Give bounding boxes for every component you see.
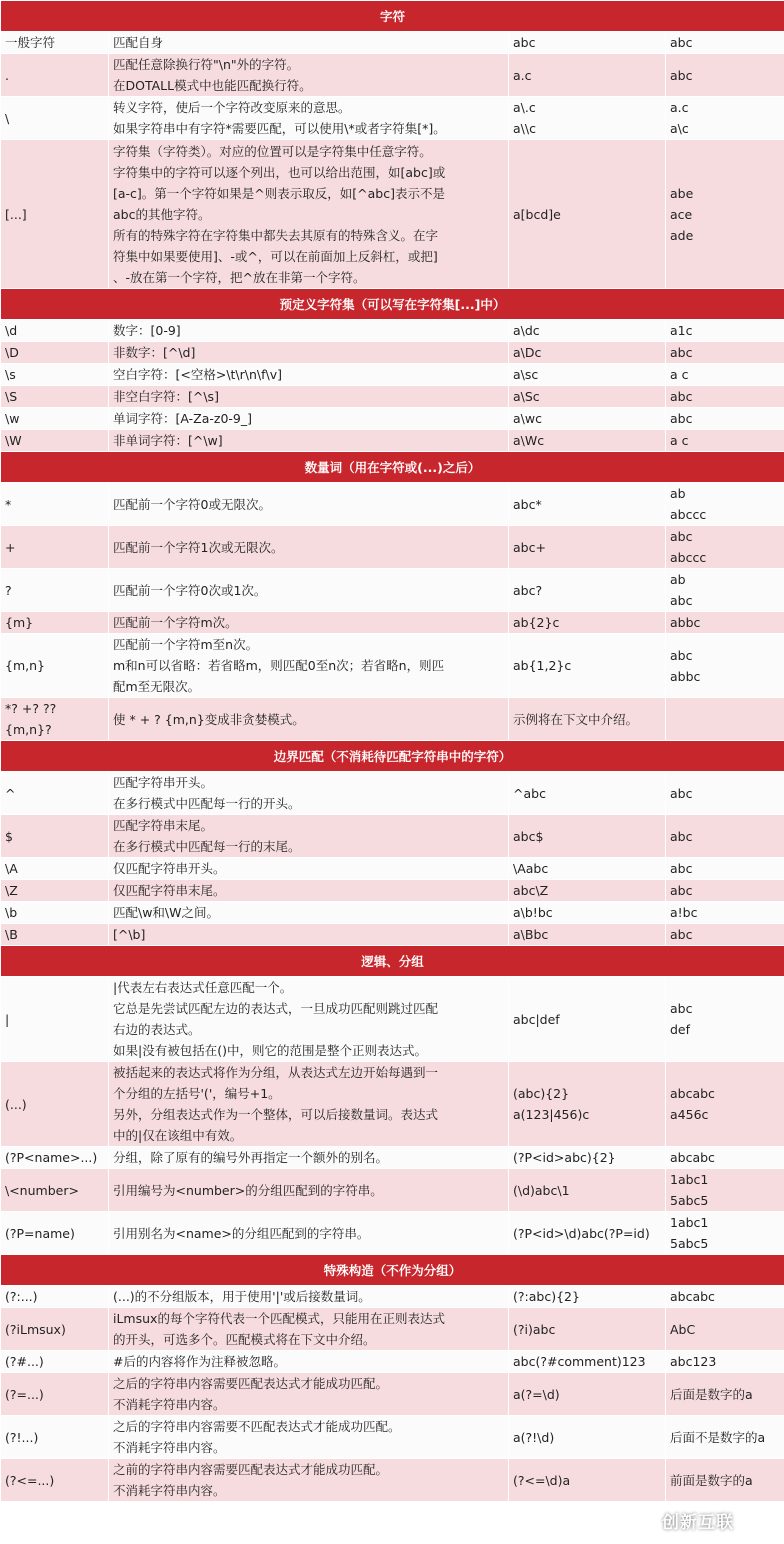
syntax-cell: (?:...) — [1, 1286, 109, 1308]
table-row — [1, 140, 784, 289]
match-example-cell: a c — [666, 430, 784, 452]
pattern-example-cell: a[bcd]e — [509, 140, 666, 289]
syntax-cell: ^ — [1, 772, 109, 815]
pattern-example-cell: a\dc — [509, 320, 666, 342]
section-header-row — [1, 1255, 784, 1286]
description-cell: 匹配前一个字符1次或无限次。 — [109, 526, 509, 569]
match-example-cell: abcabc — [666, 1147, 784, 1169]
section-header-row — [1, 741, 784, 772]
match-example-cell: ab abccc — [666, 483, 784, 526]
match-example-cell: abc — [666, 32, 784, 54]
section-header-row — [1, 452, 784, 483]
match-example-cell: a1c — [666, 320, 784, 342]
table-row — [1, 902, 784, 924]
table-row — [1, 54, 784, 97]
pattern-example-cell: a\Wc — [509, 430, 666, 452]
match-example-cell: abc — [666, 342, 784, 364]
section-title: 预定义字符集（可以写在字符集[...]中） — [1, 289, 784, 320]
table-row — [1, 1212, 784, 1255]
syntax-cell: (?P=name) — [1, 1212, 109, 1255]
match-example-cell: abc — [666, 54, 784, 97]
description-cell: 非数字：[^\d] — [109, 342, 509, 364]
syntax-cell: \s — [1, 364, 109, 386]
syntax-cell: \<number> — [1, 1169, 109, 1212]
syntax-cell: (?#...) — [1, 1351, 109, 1373]
pattern-example-cell: (?P<id>\d)abc(?P=id) — [509, 1212, 666, 1255]
description-cell: (...)的不分组版本，用于使用'|'或后接数量词。 — [109, 1286, 509, 1308]
syntax-cell: \B — [1, 924, 109, 946]
table-row — [1, 880, 784, 902]
syntax-cell: \w — [1, 408, 109, 430]
table-row — [1, 1373, 784, 1416]
table-row — [1, 858, 784, 880]
description-cell: 匹配字符串末尾。 在多行模式中匹配每一行的末尾。 — [109, 815, 509, 858]
table-row — [1, 924, 784, 946]
pattern-example-cell: abc$ — [509, 815, 666, 858]
description-cell: 数字：[0-9] — [109, 320, 509, 342]
syntax-cell: \S — [1, 386, 109, 408]
pattern-example-cell: a\Sc — [509, 386, 666, 408]
match-example-cell: abbc — [666, 612, 784, 634]
table-row — [1, 1459, 784, 1502]
description-cell: 匹配前一个字符0或无限次。 — [109, 483, 509, 526]
description-cell: 之后的字符串内容需要匹配表达式才能成功匹配。 不消耗字符串内容。 — [109, 1373, 509, 1416]
description-cell: 之前的字符串内容需要匹配表达式才能成功匹配。 不消耗字符串内容。 — [109, 1459, 509, 1502]
table-row — [1, 815, 784, 858]
syntax-cell: \ — [1, 97, 109, 140]
pattern-example-cell: a\b!bc — [509, 902, 666, 924]
match-example-cell: 1abc1 5abc5 — [666, 1212, 784, 1255]
table-row — [1, 1062, 784, 1147]
section-title: 边界匹配（不消耗待匹配字符串中的字符） — [1, 741, 784, 772]
pattern-example-cell: 示例将在下文中介绍。 — [509, 698, 666, 741]
pattern-example-cell: ab{2}c — [509, 612, 666, 634]
table-row — [1, 430, 784, 452]
syntax-cell: [...] — [1, 140, 109, 289]
syntax-cell: ? — [1, 569, 109, 612]
description-cell: 仅匹配字符串末尾。 — [109, 880, 509, 902]
table-row — [1, 634, 784, 698]
syntax-cell: (?P<name>...) — [1, 1147, 109, 1169]
section-title: 字符 — [1, 1, 784, 32]
table-row — [1, 1169, 784, 1212]
description-cell: 匹配字符串开头。 在多行模式中匹配每一行的开头。 — [109, 772, 509, 815]
description-cell: 匹配任意除换行符"\n"外的字符。 在DOTALL模式中也能匹配换行符。 — [109, 54, 509, 97]
table-row — [1, 977, 784, 1062]
match-example-cell: abc def — [666, 977, 784, 1062]
syntax-cell: \Z — [1, 880, 109, 902]
description-cell: 仅匹配字符串开头。 — [109, 858, 509, 880]
description-cell: 匹配前一个字符m次。 — [109, 612, 509, 634]
watermark-text: 创新互联 — [662, 1512, 734, 1533]
description-cell: 使 * + ? {m,n}变成非贪婪模式。 — [109, 698, 509, 741]
match-example-cell: 后面不是数字的a — [666, 1416, 784, 1459]
table-row — [1, 408, 784, 430]
match-example-cell: abc — [666, 408, 784, 430]
section-title: 逻辑、分组 — [1, 946, 784, 977]
description-cell: 单词字符：[A-Za-z0-9_] — [109, 408, 509, 430]
pattern-example-cell: abc+ — [509, 526, 666, 569]
match-example-cell: a.c a\c — [666, 97, 784, 140]
table-row — [1, 526, 784, 569]
table-row — [1, 1416, 784, 1459]
description-cell: iLmsux的每个字符代表一个匹配模式，只能用在正则表达式 的开头，可选多个。匹配模式将在下文中介绍。 — [109, 1308, 509, 1351]
match-example-cell: 1abc1 5abc5 — [666, 1169, 784, 1212]
syntax-cell: \D — [1, 342, 109, 364]
table-row — [1, 32, 784, 54]
match-example-cell: a c — [666, 364, 784, 386]
description-cell: |代表左右表达式任意匹配一个。 它总是先尝试匹配左边的表达式，一旦成功匹配则跳过匹配 右边的表达式。 如果|没有被包括在()中，则它的范围是整个正则表达式。 — [109, 977, 509, 1062]
pattern-example-cell: a\wc — [509, 408, 666, 430]
table-row — [1, 320, 784, 342]
syntax-cell: \d — [1, 320, 109, 342]
match-example-cell: abc — [666, 858, 784, 880]
section-title: 特殊构造（不作为分组） — [1, 1255, 784, 1286]
pattern-example-cell: a(?=\d) — [509, 1373, 666, 1416]
description-cell: [^\b] — [109, 924, 509, 946]
description-cell: 非单词字符：[^\w] — [109, 430, 509, 452]
match-example-cell: abcabc a456c — [666, 1062, 784, 1147]
pattern-example-cell: a\.c a\\c — [509, 97, 666, 140]
syntax-cell: | — [1, 977, 109, 1062]
description-cell: #后的内容将作为注释被忽略。 — [109, 1351, 509, 1373]
description-cell: 被括起来的表达式将作为分组，从表达式左边开始每遇到一 个分组的左括号'('，编号+1。 另外，分组表达式作为一个整体，可以后接数量词。表达式 中的|仅在该组中有效。 — [109, 1062, 509, 1147]
pattern-example-cell: abc|def — [509, 977, 666, 1062]
pattern-example-cell: a(?!\d) — [509, 1416, 666, 1459]
table-row — [1, 386, 784, 408]
pattern-example-cell: a.c — [509, 54, 666, 97]
description-cell: 字符集（字符类）。对应的位置可以是字符集中任意字符。 字符集中的字符可以逐个列出，也可以给出范围，如[abc]或 [a-c]。第一个字符如果是^则表示取反，如[^abc]表示不是 abc的其他字符。 所有的特殊字符在字符集中都失去其原有的特殊含义。在字 符集中如果要使用]、-或^，可以在前面加上反斜杠，或把] 、-放在第一个字符，把^放在非第一个字符。 — [109, 140, 509, 289]
description-cell: 匹配自身 — [109, 32, 509, 54]
table-row — [1, 1308, 784, 1351]
match-example-cell: 后面是数字的a — [666, 1373, 784, 1416]
pattern-example-cell: a\Dc — [509, 342, 666, 364]
description-cell: 匹配\w和\W之间。 — [109, 902, 509, 924]
match-example-cell: a!bc — [666, 902, 784, 924]
match-example-cell: AbC — [666, 1308, 784, 1351]
match-example-cell: abc abbc — [666, 634, 784, 698]
pattern-example-cell: abc — [509, 32, 666, 54]
table-row — [1, 1147, 784, 1169]
description-cell: 分组，除了原有的编号外再指定一个额外的别名。 — [109, 1147, 509, 1169]
syntax-cell: {m} — [1, 612, 109, 634]
pattern-example-cell: (\d)abc\1 — [509, 1169, 666, 1212]
pattern-example-cell: abc? — [509, 569, 666, 612]
syntax-cell: (?<=...) — [1, 1459, 109, 1502]
match-example-cell: 前面是数字的a — [666, 1459, 784, 1502]
section-header-row — [1, 1, 784, 32]
table-row — [1, 569, 784, 612]
table-row — [1, 772, 784, 815]
syntax-cell: (?iLmsux) — [1, 1308, 109, 1351]
table-body — [1, 1, 784, 1502]
syntax-cell: 一般字符 — [1, 32, 109, 54]
pattern-example-cell: (?i)abc — [509, 1308, 666, 1351]
syntax-cell: (?!...) — [1, 1416, 109, 1459]
match-example-cell: abe ace ade — [666, 140, 784, 289]
section-title: 数量词（用在字符或(...)之后） — [1, 452, 784, 483]
section-header-row — [1, 289, 784, 320]
pattern-example-cell: abc(?#comment)123 — [509, 1351, 666, 1373]
match-example-cell: abc — [666, 815, 784, 858]
logo-icon — [628, 1505, 658, 1535]
section-header-row — [1, 946, 784, 977]
match-example-cell — [666, 698, 784, 741]
description-cell: 匹配前一个字符0次或1次。 — [109, 569, 509, 612]
syntax-cell: + — [1, 526, 109, 569]
match-example-cell: abc — [666, 386, 784, 408]
pattern-example-cell: a\sc — [509, 364, 666, 386]
table-row — [1, 1351, 784, 1373]
description-cell: 引用编号为<number>的分组匹配到的字符串。 — [109, 1169, 509, 1212]
table-row — [1, 612, 784, 634]
match-example-cell: abc — [666, 880, 784, 902]
table-row — [1, 483, 784, 526]
match-example-cell: abc — [666, 924, 784, 946]
description-cell: 引用别名为<name>的分组匹配到的字符串。 — [109, 1212, 509, 1255]
match-example-cell: ab abc — [666, 569, 784, 612]
table-row — [1, 1286, 784, 1308]
syntax-cell: $ — [1, 815, 109, 858]
pattern-example-cell: (?:abc){2} — [509, 1286, 666, 1308]
syntax-cell: * — [1, 483, 109, 526]
table-row — [1, 97, 784, 140]
syntax-cell: *? +? ?? {m,n}? — [1, 698, 109, 741]
pattern-example-cell: abc\Z — [509, 880, 666, 902]
pattern-example-cell: (abc){2} a(123|456)c — [509, 1062, 666, 1147]
match-example-cell: abcabc — [666, 1286, 784, 1308]
syntax-cell: . — [1, 54, 109, 97]
watermark-logo — [628, 1500, 778, 1540]
pattern-example-cell: (?<=\d)a — [509, 1459, 666, 1502]
match-example-cell: abc123 — [666, 1351, 784, 1373]
pattern-example-cell: a\Bbc — [509, 924, 666, 946]
pattern-example-cell: \Aabc — [509, 858, 666, 880]
pattern-example-cell: abc* — [509, 483, 666, 526]
table-row — [1, 698, 784, 741]
syntax-cell: (?=...) — [1, 1373, 109, 1416]
description-cell: 空白字符：[<空格>\t\r\n\f\v] — [109, 364, 509, 386]
table-row — [1, 342, 784, 364]
syntax-cell: \b — [1, 902, 109, 924]
description-cell: 匹配前一个字符m至n次。 m和n可以省略：若省略m，则匹配0至n次；若省略n，则匹 配m至无限次。 — [109, 634, 509, 698]
syntax-cell: \A — [1, 858, 109, 880]
pattern-example-cell: (?P<id>abc){2} — [509, 1147, 666, 1169]
syntax-cell: {m,n} — [1, 634, 109, 698]
match-example-cell: abc abccc — [666, 526, 784, 569]
match-example-cell: abc — [666, 772, 784, 815]
pattern-example-cell: ab{1,2}c — [509, 634, 666, 698]
pattern-example-cell: ^abc — [509, 772, 666, 815]
syntax-cell: \W — [1, 430, 109, 452]
description-cell: 转义字符，使后一个字符改变原来的意思。 如果字符串中有字符*需要匹配，可以使用\*或者字符集[*]。 — [109, 97, 509, 140]
table-row — [1, 364, 784, 386]
description-cell: 非空白字符：[^\s] — [109, 386, 509, 408]
syntax-cell: (...) — [1, 1062, 109, 1147]
description-cell: 之后的字符串内容需要不匹配表达式才能成功匹配。 不消耗字符串内容。 — [109, 1416, 509, 1459]
